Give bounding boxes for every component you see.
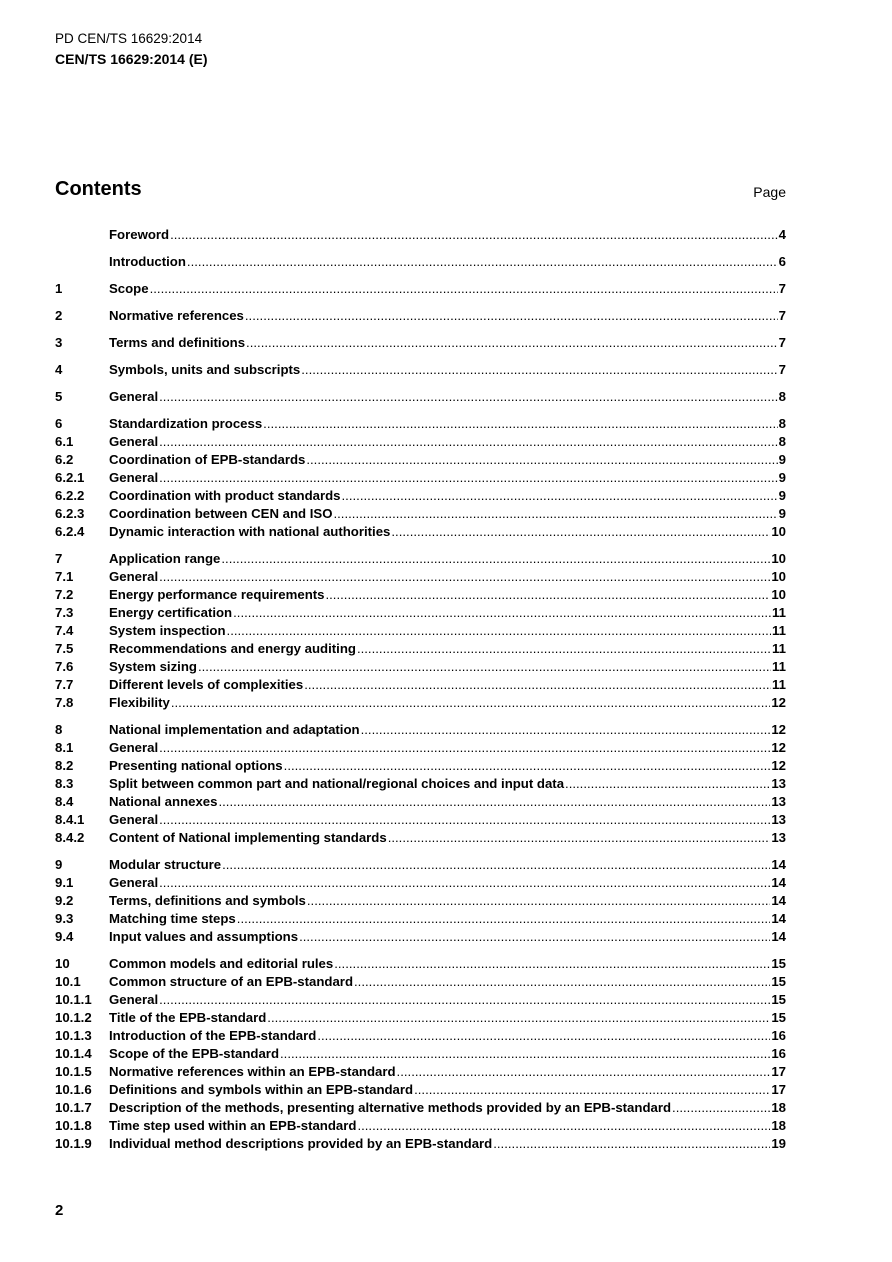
toc-entry-page: 13 [771, 776, 786, 791]
table-of-contents [55, 226, 786, 1153]
toc-entry[interactable] [55, 1027, 786, 1045]
standard-identifier: CEN/TS 16629:2014 (E) [55, 51, 208, 67]
toc-entry-number: 10.1 [55, 974, 81, 989]
toc-entry-number: 10.1.5 [55, 1064, 92, 1079]
toc-entry-page: 11 [772, 659, 786, 674]
toc-entry-number: 3 [55, 335, 63, 350]
toc-entry-title[interactable]: National implementation and adaptation [109, 722, 360, 737]
toc-entry-title[interactable]: Modular structure [109, 857, 222, 872]
toc-entry-page: 18 [771, 1100, 786, 1115]
toc-entry-title[interactable]: Dynamic interaction with national authorities [109, 524, 391, 539]
toc-entry[interactable] [55, 955, 786, 973]
toc-entry[interactable] [55, 487, 786, 505]
toc-entry-page: 7 [778, 281, 786, 296]
toc-entry-title[interactable]: General [109, 389, 159, 404]
toc-entry-page: 12 [771, 695, 786, 710]
toc-entry-number: 8.4.2 [55, 830, 85, 845]
toc-entry[interactable] [55, 676, 786, 694]
page-column-label: Page [753, 184, 786, 200]
toc-entry-title[interactable]: National annexes [109, 794, 218, 809]
toc-entry-title[interactable]: Scope of the EPB-standard [109, 1046, 279, 1061]
toc-entry[interactable] [55, 1045, 786, 1063]
toc-entry-number: 8.2 [55, 758, 74, 773]
toc-entry-page: 12 [771, 722, 786, 737]
document-code: PD CEN/TS 16629:2014 [55, 31, 203, 46]
toc-entry[interactable] [55, 793, 786, 811]
toc-entry[interactable] [55, 253, 786, 271]
toc-entry[interactable] [55, 973, 786, 991]
toc-entry-title[interactable]: Normative references within an EPB-standard [109, 1064, 396, 1079]
toc-entry-page: 10 [771, 551, 786, 566]
toc-entry-title[interactable]: Matching time steps [109, 911, 236, 926]
toc-entry-title[interactable]: General [109, 992, 159, 1007]
toc-entry-title[interactable]: Terms and definitions [109, 335, 246, 350]
toc-entry-page: 13 [771, 794, 786, 809]
toc-leader-dots [334, 955, 770, 973]
toc-entry-title[interactable]: Input values and assumptions [109, 929, 299, 944]
toc-entry[interactable] [55, 1117, 786, 1135]
toc-leader-dots [159, 811, 770, 829]
toc-entry-number: 10.1.3 [55, 1028, 92, 1043]
toc-entry-number: 7.5 [55, 641, 74, 656]
toc-leader-dots [159, 568, 770, 586]
toc-entry-page: 9 [778, 470, 786, 485]
toc-entry-title[interactable]: Symbols, units and subscripts [109, 362, 301, 377]
toc-leader-dots [170, 226, 778, 244]
toc-entry-number: 10.1.1 [55, 992, 92, 1007]
toc-entry[interactable] [55, 604, 786, 622]
toc-leader-dots [388, 829, 771, 847]
toc-leader-dots [397, 1063, 771, 1081]
toc-entry-title[interactable]: Coordination between CEN and ISO [109, 506, 333, 521]
toc-leader-dots [222, 856, 770, 874]
toc-leader-dots [493, 1135, 770, 1153]
toc-entry-number: 10.1.8 [55, 1118, 92, 1133]
toc-entry-title[interactable]: Title of the EPB-standard [109, 1010, 267, 1025]
toc-entry-number: 10.1.4 [55, 1046, 92, 1061]
toc-entry-title[interactable]: Flexibility [109, 695, 170, 710]
toc-entry[interactable] [55, 658, 786, 676]
toc-entry[interactable] [55, 856, 786, 874]
toc-entry-title[interactable]: Recommendations and energy auditing [109, 641, 356, 656]
toc-entry-page: 11 [772, 605, 786, 620]
toc-entry-page: 16 [771, 1028, 786, 1043]
toc-entry[interactable] [55, 874, 786, 892]
toc-leader-dots [325, 586, 770, 604]
page-number: 2 [55, 1202, 64, 1219]
toc-entry-page: 18 [771, 1118, 786, 1133]
toc-entry-title[interactable]: Time step used within an EPB-standard [109, 1118, 357, 1133]
toc-entry-number: 9.3 [55, 911, 74, 926]
toc-leader-dots [391, 523, 770, 541]
toc-entry[interactable] [55, 1063, 786, 1081]
toc-leader-dots [672, 1099, 770, 1117]
toc-entry-page: 6 [778, 254, 786, 269]
toc-entry-title[interactable]: Normative references [109, 308, 244, 323]
toc-entry-page: 12 [771, 740, 786, 755]
toc-entry[interactable] [55, 928, 786, 946]
toc-entry-page: 19 [771, 1136, 786, 1151]
toc-entry-number: 6.1 [55, 434, 74, 449]
toc-entry-title[interactable]: Description of the methods, presenting alternative methods provided by an EPB-standard [109, 1100, 672, 1115]
toc-entry[interactable] [55, 469, 786, 487]
toc-entry-number: 1 [55, 281, 63, 296]
toc-leader-dots [361, 721, 771, 739]
toc-leader-dots [159, 469, 778, 487]
toc-entry-number: 9.4 [55, 929, 74, 944]
toc-entry[interactable] [55, 1081, 786, 1099]
toc-leader-dots [306, 451, 777, 469]
contents-heading: Contents [55, 178, 142, 200]
toc-entry-title[interactable]: General [109, 812, 159, 827]
toc-entry[interactable] [55, 568, 786, 586]
toc-entry-page: 14 [771, 893, 786, 908]
toc-entry[interactable] [55, 910, 786, 928]
toc-entry-page: 10 [771, 587, 786, 602]
toc-entry[interactable] [55, 505, 786, 523]
toc-entry-title[interactable]: Content of National implementing standards [109, 830, 387, 845]
toc-leader-dots [307, 892, 770, 910]
toc-entry[interactable] [55, 433, 786, 451]
toc-entry[interactable] [55, 523, 786, 541]
toc-entry[interactable] [55, 451, 786, 469]
toc-leader-dots [159, 739, 770, 757]
toc-entry-number: 7.2 [55, 587, 74, 602]
toc-entry[interactable] [55, 775, 786, 793]
toc-leader-dots [414, 1081, 770, 1099]
toc-entry-number: 8.4.1 [55, 812, 85, 827]
toc-entry-title[interactable]: General [109, 875, 159, 890]
toc-entry-number: 10.1.6 [55, 1082, 92, 1097]
toc-entry-number: 7.8 [55, 695, 74, 710]
toc-entry-number: 7.6 [55, 659, 74, 674]
toc-entry-number: 8.3 [55, 776, 74, 791]
toc-entry-title[interactable]: Application range [109, 551, 221, 566]
toc-entry-number: 7.3 [55, 605, 74, 620]
toc-entry-page: 11 [772, 641, 786, 656]
toc-leader-dots [304, 676, 771, 694]
toc-entry[interactable] [55, 307, 786, 325]
toc-entry-page: 17 [771, 1064, 786, 1079]
toc-entry-number: 10.1.9 [55, 1136, 92, 1151]
toc-leader-dots [246, 334, 778, 352]
toc-entry-number: 2 [55, 308, 63, 323]
toc-entry[interactable] [55, 388, 786, 406]
toc-entry-page: 16 [771, 1046, 786, 1061]
toc-leader-dots [159, 433, 778, 451]
toc-entry-page: 7 [778, 362, 786, 377]
toc-entry-title[interactable]: General [109, 470, 159, 485]
toc-entry-number: 10 [55, 956, 70, 971]
toc-entry-number: 6.2.4 [55, 524, 85, 539]
toc-entry[interactable] [55, 1009, 786, 1027]
toc-leader-dots [342, 487, 778, 505]
toc-entry-page: 13 [771, 830, 786, 845]
toc-entry-number: 6 [55, 416, 63, 431]
toc-leader-dots [159, 874, 770, 892]
toc-entry[interactable] [55, 226, 786, 244]
toc-entry-number: 4 [55, 362, 63, 377]
toc-leader-dots [198, 658, 771, 676]
toc-leader-dots [299, 928, 770, 946]
toc-entry-page: 8 [778, 389, 786, 404]
toc-entry-number: 8.4 [55, 794, 74, 809]
toc-entry[interactable] [55, 1099, 786, 1117]
toc-entry-number: 9.2 [55, 893, 74, 908]
toc-entry[interactable] [55, 334, 786, 352]
toc-entry-page: 9 [778, 488, 786, 503]
toc-entry-page: 10 [771, 569, 786, 584]
toc-entry-title[interactable]: Different levels of complexities [109, 677, 304, 692]
toc-entry-page: 14 [771, 911, 786, 926]
toc-leader-dots [245, 307, 778, 325]
toc-entry-number: 8.1 [55, 740, 74, 755]
toc-leader-dots [150, 280, 778, 298]
toc-entry-title[interactable]: Energy performance requirements [109, 587, 325, 602]
toc-entry-page: 14 [771, 875, 786, 890]
toc-entry[interactable] [55, 811, 786, 829]
toc-leader-dots [218, 793, 770, 811]
toc-entry[interactable] [55, 1135, 786, 1153]
toc-leader-dots [159, 991, 770, 1009]
toc-leader-dots [237, 910, 771, 928]
toc-leader-dots [317, 1027, 770, 1045]
toc-entry-title[interactable]: Foreword [109, 227, 170, 242]
toc-entry-title[interactable]: Terms, definitions and symbols [109, 893, 306, 908]
toc-entry-title[interactable]: Individual method descriptions provided by an EPB-standard [109, 1136, 493, 1151]
toc-entry-page: 8 [778, 416, 786, 431]
toc-leader-dots [357, 1117, 770, 1135]
toc-entry-number: 5 [55, 389, 63, 404]
toc-entry[interactable] [55, 991, 786, 1009]
toc-entry-number: 9.1 [55, 875, 74, 890]
toc-entry[interactable] [55, 739, 786, 757]
toc-entry-title[interactable]: Common structure of an EPB-standard [109, 974, 353, 989]
toc-entry-page: 7 [778, 335, 786, 350]
toc-leader-dots [159, 388, 778, 406]
toc-entry-page: 9 [778, 506, 786, 521]
toc-entry-page: 14 [771, 929, 786, 944]
toc-entry[interactable] [55, 280, 786, 298]
toc-entry-number: 10.1.7 [55, 1100, 92, 1115]
toc-entry-title[interactable]: Energy certification [109, 605, 233, 620]
toc-entry[interactable] [55, 622, 786, 640]
toc-leader-dots [221, 550, 770, 568]
toc-leader-dots [171, 694, 771, 712]
toc-entry-title[interactable]: System inspection [109, 623, 226, 638]
toc-entry-title[interactable]: Coordination with product standards [109, 488, 341, 503]
toc-entry-title[interactable]: Introduction of the EPB-standard [109, 1028, 317, 1043]
toc-leader-dots [267, 1009, 770, 1027]
toc-entry-page: 15 [771, 1010, 786, 1025]
toc-entry-number: 6.2 [55, 452, 74, 467]
toc-leader-dots [565, 775, 770, 793]
toc-entry-number: 7.7 [55, 677, 74, 692]
toc-leader-dots [233, 604, 771, 622]
toc-entry[interactable] [55, 694, 786, 712]
toc-entry-number: 6.2.3 [55, 506, 85, 521]
toc-entry-number: 8 [55, 722, 63, 737]
toc-entry-title[interactable]: Presenting national options [109, 758, 283, 773]
toc-entry[interactable] [55, 586, 786, 604]
toc-leader-dots [284, 757, 771, 775]
toc-leader-dots [333, 505, 777, 523]
toc-entry[interactable] [55, 361, 786, 379]
toc-entry-page: 12 [771, 758, 786, 773]
toc-entry-title[interactable]: Introduction [109, 254, 186, 269]
toc-entry-number: 7.4 [55, 623, 74, 638]
toc-leader-dots [357, 640, 771, 658]
toc-entry[interactable] [55, 721, 786, 739]
toc-leader-dots [263, 415, 777, 433]
toc-entry-number: 6.2.1 [55, 470, 85, 485]
toc-entry-number: 6.2.2 [55, 488, 85, 503]
toc-entry-title[interactable]: Split between common part and national/regional choices and input data [109, 776, 565, 791]
toc-leader-dots [227, 622, 772, 640]
toc-entry-title[interactable]: Standardization process [109, 416, 263, 431]
toc-entry[interactable] [55, 640, 786, 658]
toc-leader-dots [187, 253, 778, 271]
toc-entry[interactable] [55, 757, 786, 775]
toc-leader-dots [280, 1045, 770, 1063]
toc-entry-title[interactable]: Definitions and symbols within an EPB-standard [109, 1082, 414, 1097]
toc-entry-number: 10.1.2 [55, 1010, 92, 1025]
toc-entry-number: 9 [55, 857, 63, 872]
toc-entry-page: 4 [778, 227, 786, 242]
toc-entry-title[interactable]: General [109, 740, 159, 755]
toc-entry-page: 17 [771, 1082, 786, 1097]
toc-entry-page: 7 [778, 308, 786, 323]
toc-entry-title[interactable]: System sizing [109, 659, 197, 674]
toc-entry-title[interactable]: Common models and editorial rules [109, 956, 334, 971]
toc-entry-page: 10 [771, 524, 786, 539]
toc-entry-title[interactable]: Coordination of EPB-standards [109, 452, 306, 467]
toc-entry-page: 15 [771, 992, 786, 1007]
toc-entry-number: 7 [55, 551, 63, 566]
toc-entry-title[interactable]: General [109, 434, 159, 449]
toc-entry[interactable] [55, 892, 786, 910]
toc-entry-page: 15 [771, 956, 786, 971]
toc-entry-page: 13 [771, 812, 786, 827]
toc-entry-page: 11 [772, 623, 786, 638]
toc-entry-title[interactable]: Scope [109, 281, 149, 296]
toc-entry-number: 7.1 [55, 569, 74, 584]
toc-leader-dots [301, 361, 777, 379]
toc-leader-dots [354, 973, 770, 991]
toc-entry[interactable] [55, 415, 786, 433]
toc-entry-page: 15 [771, 974, 786, 989]
toc-entry-page: 9 [778, 452, 786, 467]
toc-entry-page: 11 [772, 677, 786, 692]
toc-entry-title[interactable]: General [109, 569, 159, 584]
toc-entry[interactable] [55, 829, 786, 847]
toc-entry-page: 14 [771, 857, 786, 872]
toc-entry[interactable] [55, 550, 786, 568]
toc-entry-page: 8 [778, 434, 786, 449]
